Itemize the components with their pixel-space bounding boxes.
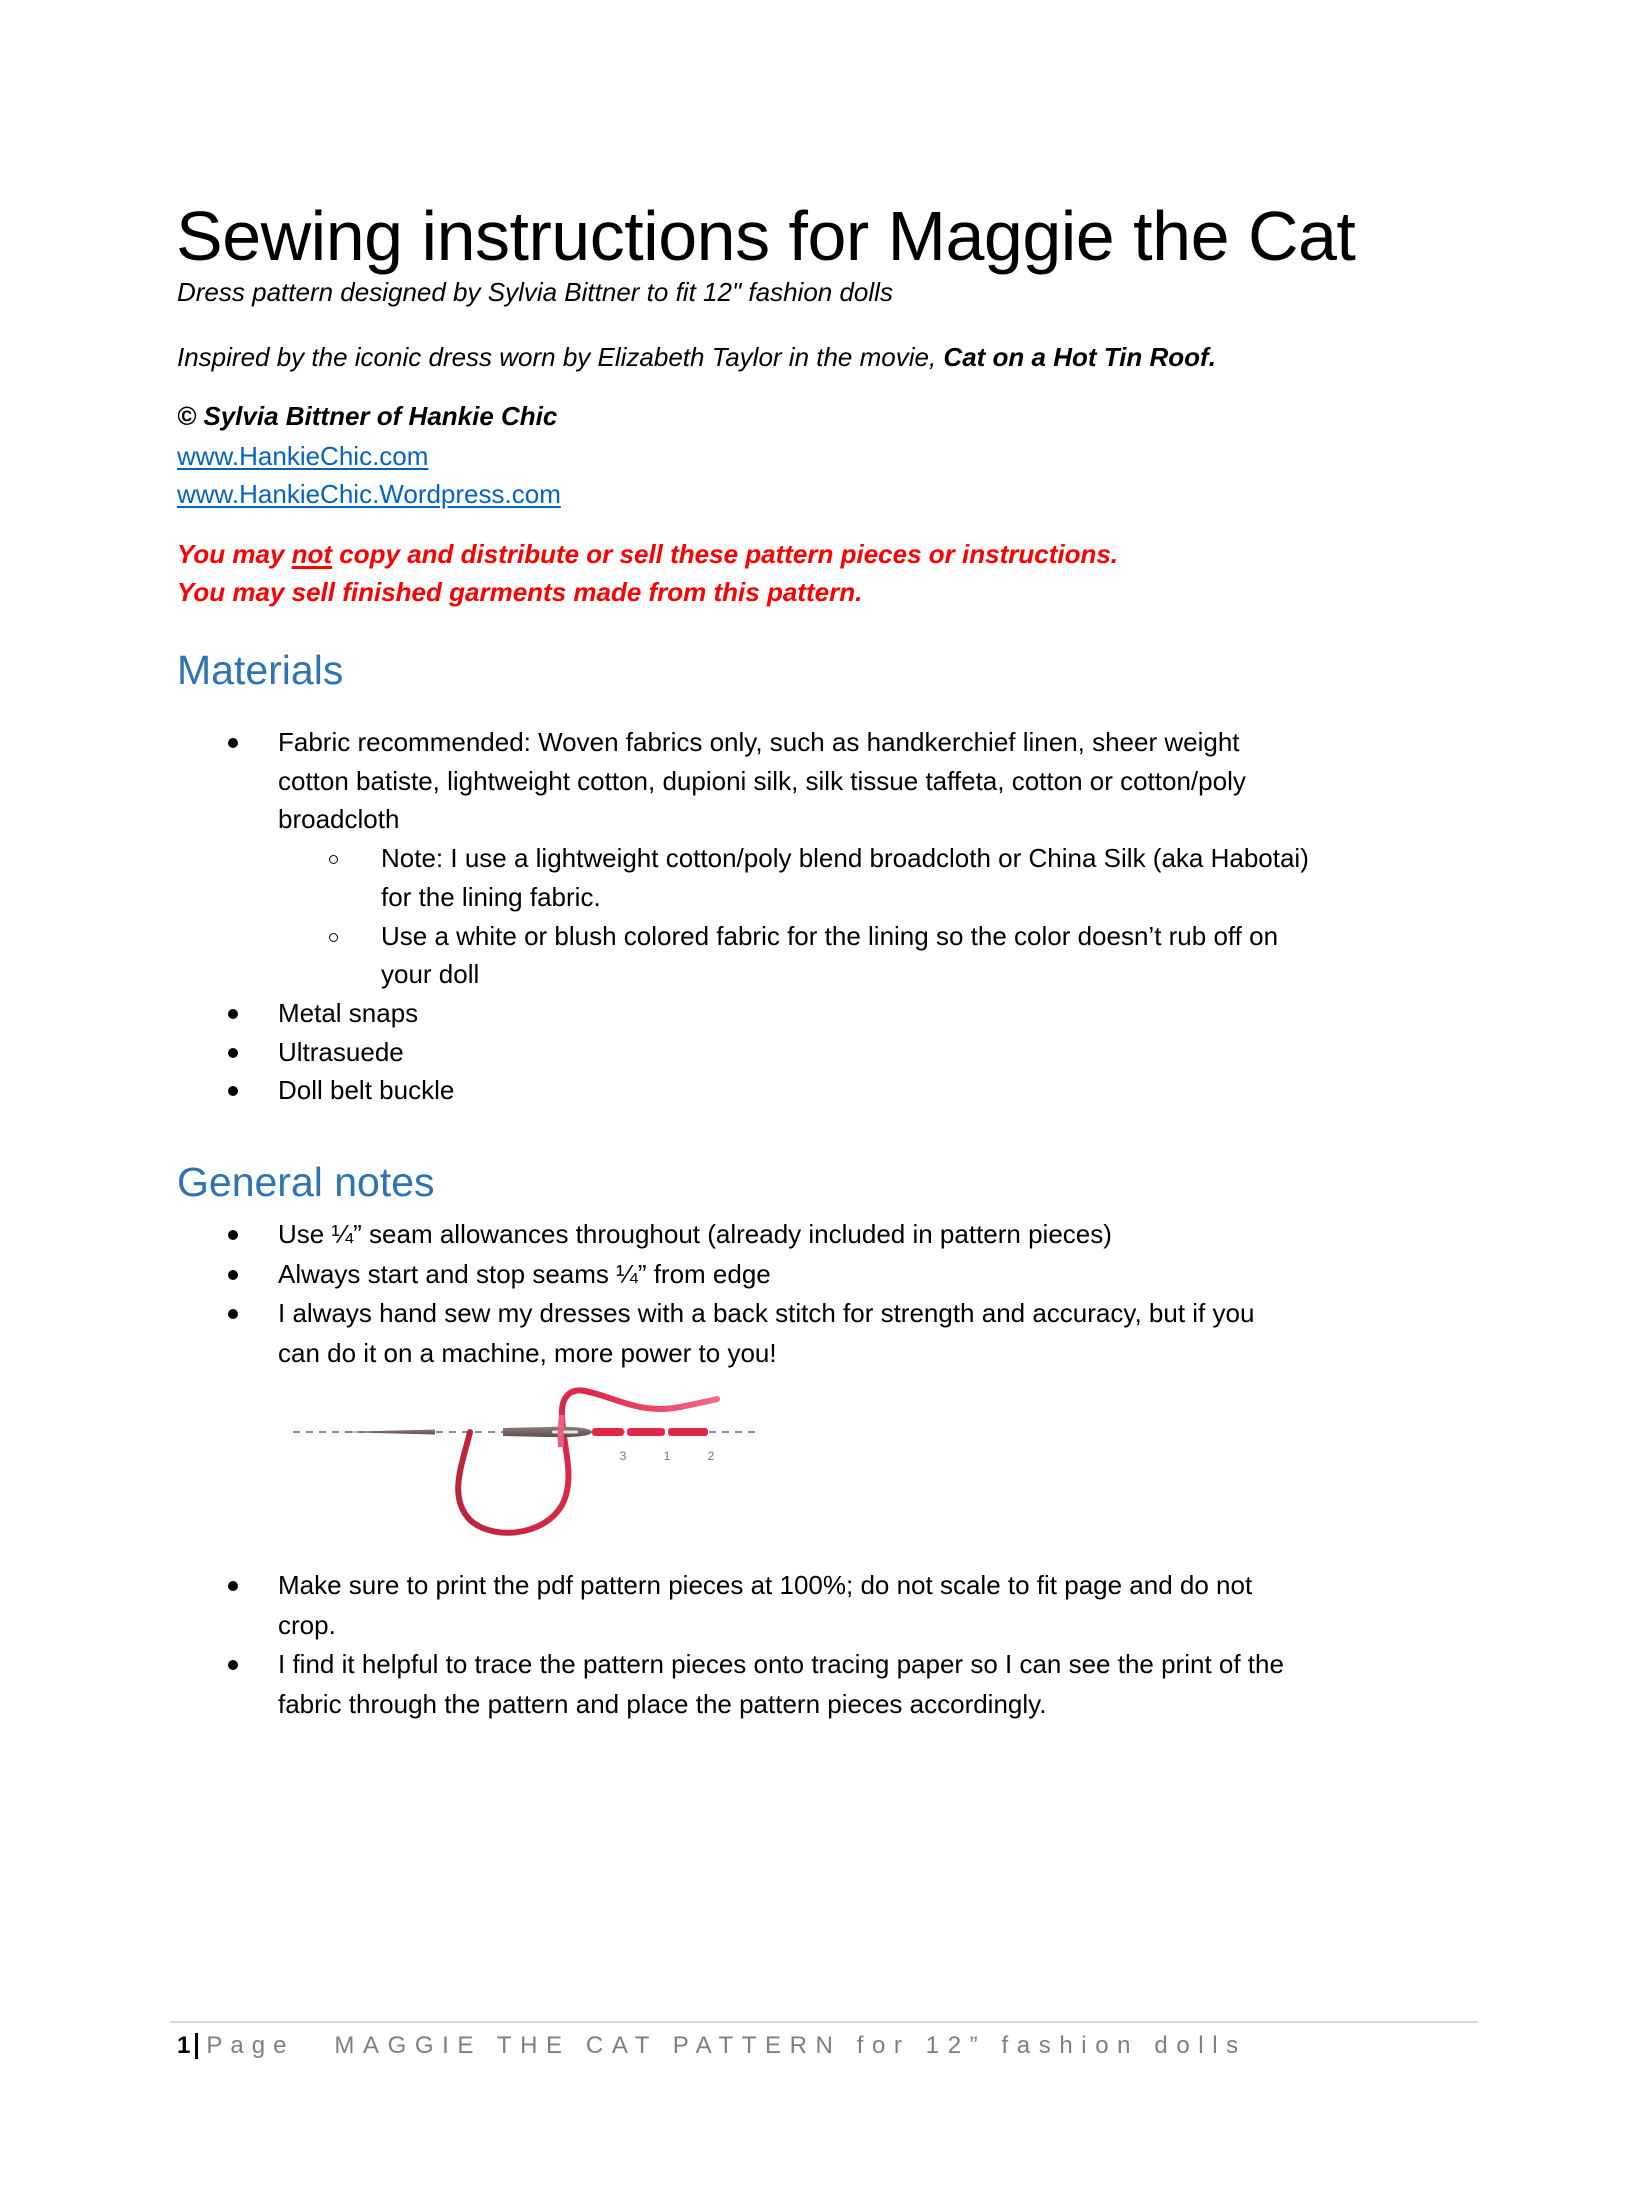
notice-emphasis: not bbox=[291, 539, 333, 569]
page-number: 1 bbox=[177, 2032, 191, 2059]
inspiration-text: Inspired by the iconic dress worn by Elizabeth Taylor in the movie, bbox=[177, 342, 944, 372]
bullet-icon bbox=[228, 1660, 238, 1670]
stitch-segment bbox=[592, 1428, 624, 1436]
bullet-icon bbox=[228, 1270, 238, 1280]
list-item-line: Ultrasuede bbox=[278, 1036, 404, 1067]
stitch-label-1: 1 bbox=[663, 1449, 671, 1463]
list-item-line: can do it on a machine, more power to you! bbox=[278, 1337, 777, 1368]
list-item-line: crop. bbox=[278, 1609, 336, 1640]
sell-permission-notice: You may sell finished garments made from this pattern. bbox=[177, 577, 863, 607]
stitch-segment bbox=[668, 1428, 708, 1436]
page-label: Page bbox=[206, 2032, 295, 2059]
list-item-line: I always hand sew my dresses with a back stitch for strength and accuracy, but if you bbox=[278, 1298, 1255, 1328]
list-item-line: cotton batiste, lightweight cotton, dupioni silk, silk tissue taffeta, cotton or cotton/poly bbox=[278, 765, 1246, 796]
notice-text: copy and distribute or sell these pattern pieces or instructions. bbox=[332, 539, 1119, 569]
bullet-icon bbox=[228, 1581, 238, 1591]
bullet-icon bbox=[228, 1009, 238, 1019]
page-footer bbox=[177, 2031, 1247, 2061]
general-notes-heading: General notes bbox=[177, 1159, 435, 1205]
back-stitch-illustration bbox=[280, 1385, 780, 1545]
stitch-label-2: 2 bbox=[707, 1449, 715, 1463]
list-item-line: Make sure to print the pdf pattern pieces at 100%; do not scale to fit page and do not bbox=[278, 1570, 1253, 1600]
sub-bullet-icon bbox=[329, 933, 338, 942]
bullet-icon bbox=[228, 738, 238, 748]
sub-bullet-icon bbox=[329, 855, 338, 864]
list-item-line: broadcloth bbox=[278, 804, 400, 835]
document-title: Sewing instructions for Maggie the Cat bbox=[176, 197, 1356, 275]
thread-through-eye bbox=[561, 1415, 562, 1447]
sub-list-item-line: Note: I use a lightweight cotton/poly blend broadcloth or China Silk (aka Habotai) bbox=[381, 843, 1309, 874]
list-item-line: Metal snaps bbox=[278, 997, 419, 1028]
copy-restriction-notice bbox=[177, 539, 1118, 569]
list-item-line: I find it helpful to trace the pattern pieces onto tracing paper so I can see the print of the bbox=[278, 1649, 1284, 1679]
copyright-notice: © Sylvia Bittner of Hankie Chic bbox=[177, 401, 558, 431]
list-item-line: Fabric recommended: Woven fabrics only, such as handkerchief linen, sheer weight bbox=[278, 727, 1240, 757]
sub-list-item-line: Use a white or blush colored fabric for the lining so the color doesn’t rub off on bbox=[381, 920, 1279, 951]
footer-document-title: MAGGIE THE CAT PATTERN for 12” fashion dolls bbox=[334, 2032, 1247, 2059]
stitch-label-3: 3 bbox=[619, 1449, 627, 1463]
list-item-line: Use ¼” seam allowances throughout (already included in pattern pieces) bbox=[278, 1219, 1112, 1249]
inspiration-line bbox=[177, 342, 1216, 372]
loop-thread bbox=[458, 1390, 717, 1532]
document-subtitle: Dress pattern designed by Sylvia Bittner to fit 12" fashion dolls bbox=[177, 277, 893, 307]
bullet-icon bbox=[228, 1048, 238, 1058]
needle-eye bbox=[503, 1427, 592, 1437]
stitch-segment bbox=[627, 1428, 665, 1436]
sub-list-item-line: your doll bbox=[381, 959, 480, 990]
list-item-line: Always start and stop seams ¼” from edge bbox=[278, 1258, 771, 1289]
footer-divider bbox=[170, 2021, 1478, 2023]
footer-separator bbox=[195, 2033, 198, 2059]
bullet-icon bbox=[228, 1086, 238, 1096]
list-item-line: Doll belt buckle bbox=[278, 1075, 455, 1106]
bullet-icon bbox=[228, 1230, 238, 1240]
bullet-icon bbox=[228, 1309, 238, 1319]
needle-tip bbox=[338, 1430, 435, 1435]
link-hankiechic[interactable]: www.HankieChic.com bbox=[177, 441, 429, 471]
needle-eye-hole bbox=[552, 1431, 578, 1434]
link-hankiechic-wordpress[interactable]: www.HankieChic.Wordpress.com bbox=[177, 479, 561, 509]
list-item-line: fabric through the pattern and place the pattern pieces accordingly. bbox=[278, 1688, 1047, 1719]
sub-list-item-line: for the lining fabric. bbox=[381, 881, 601, 912]
movie-title: Cat on a Hot Tin Roof. bbox=[943, 342, 1216, 372]
materials-heading: Materials bbox=[177, 647, 344, 693]
notice-text: You may bbox=[177, 539, 292, 569]
